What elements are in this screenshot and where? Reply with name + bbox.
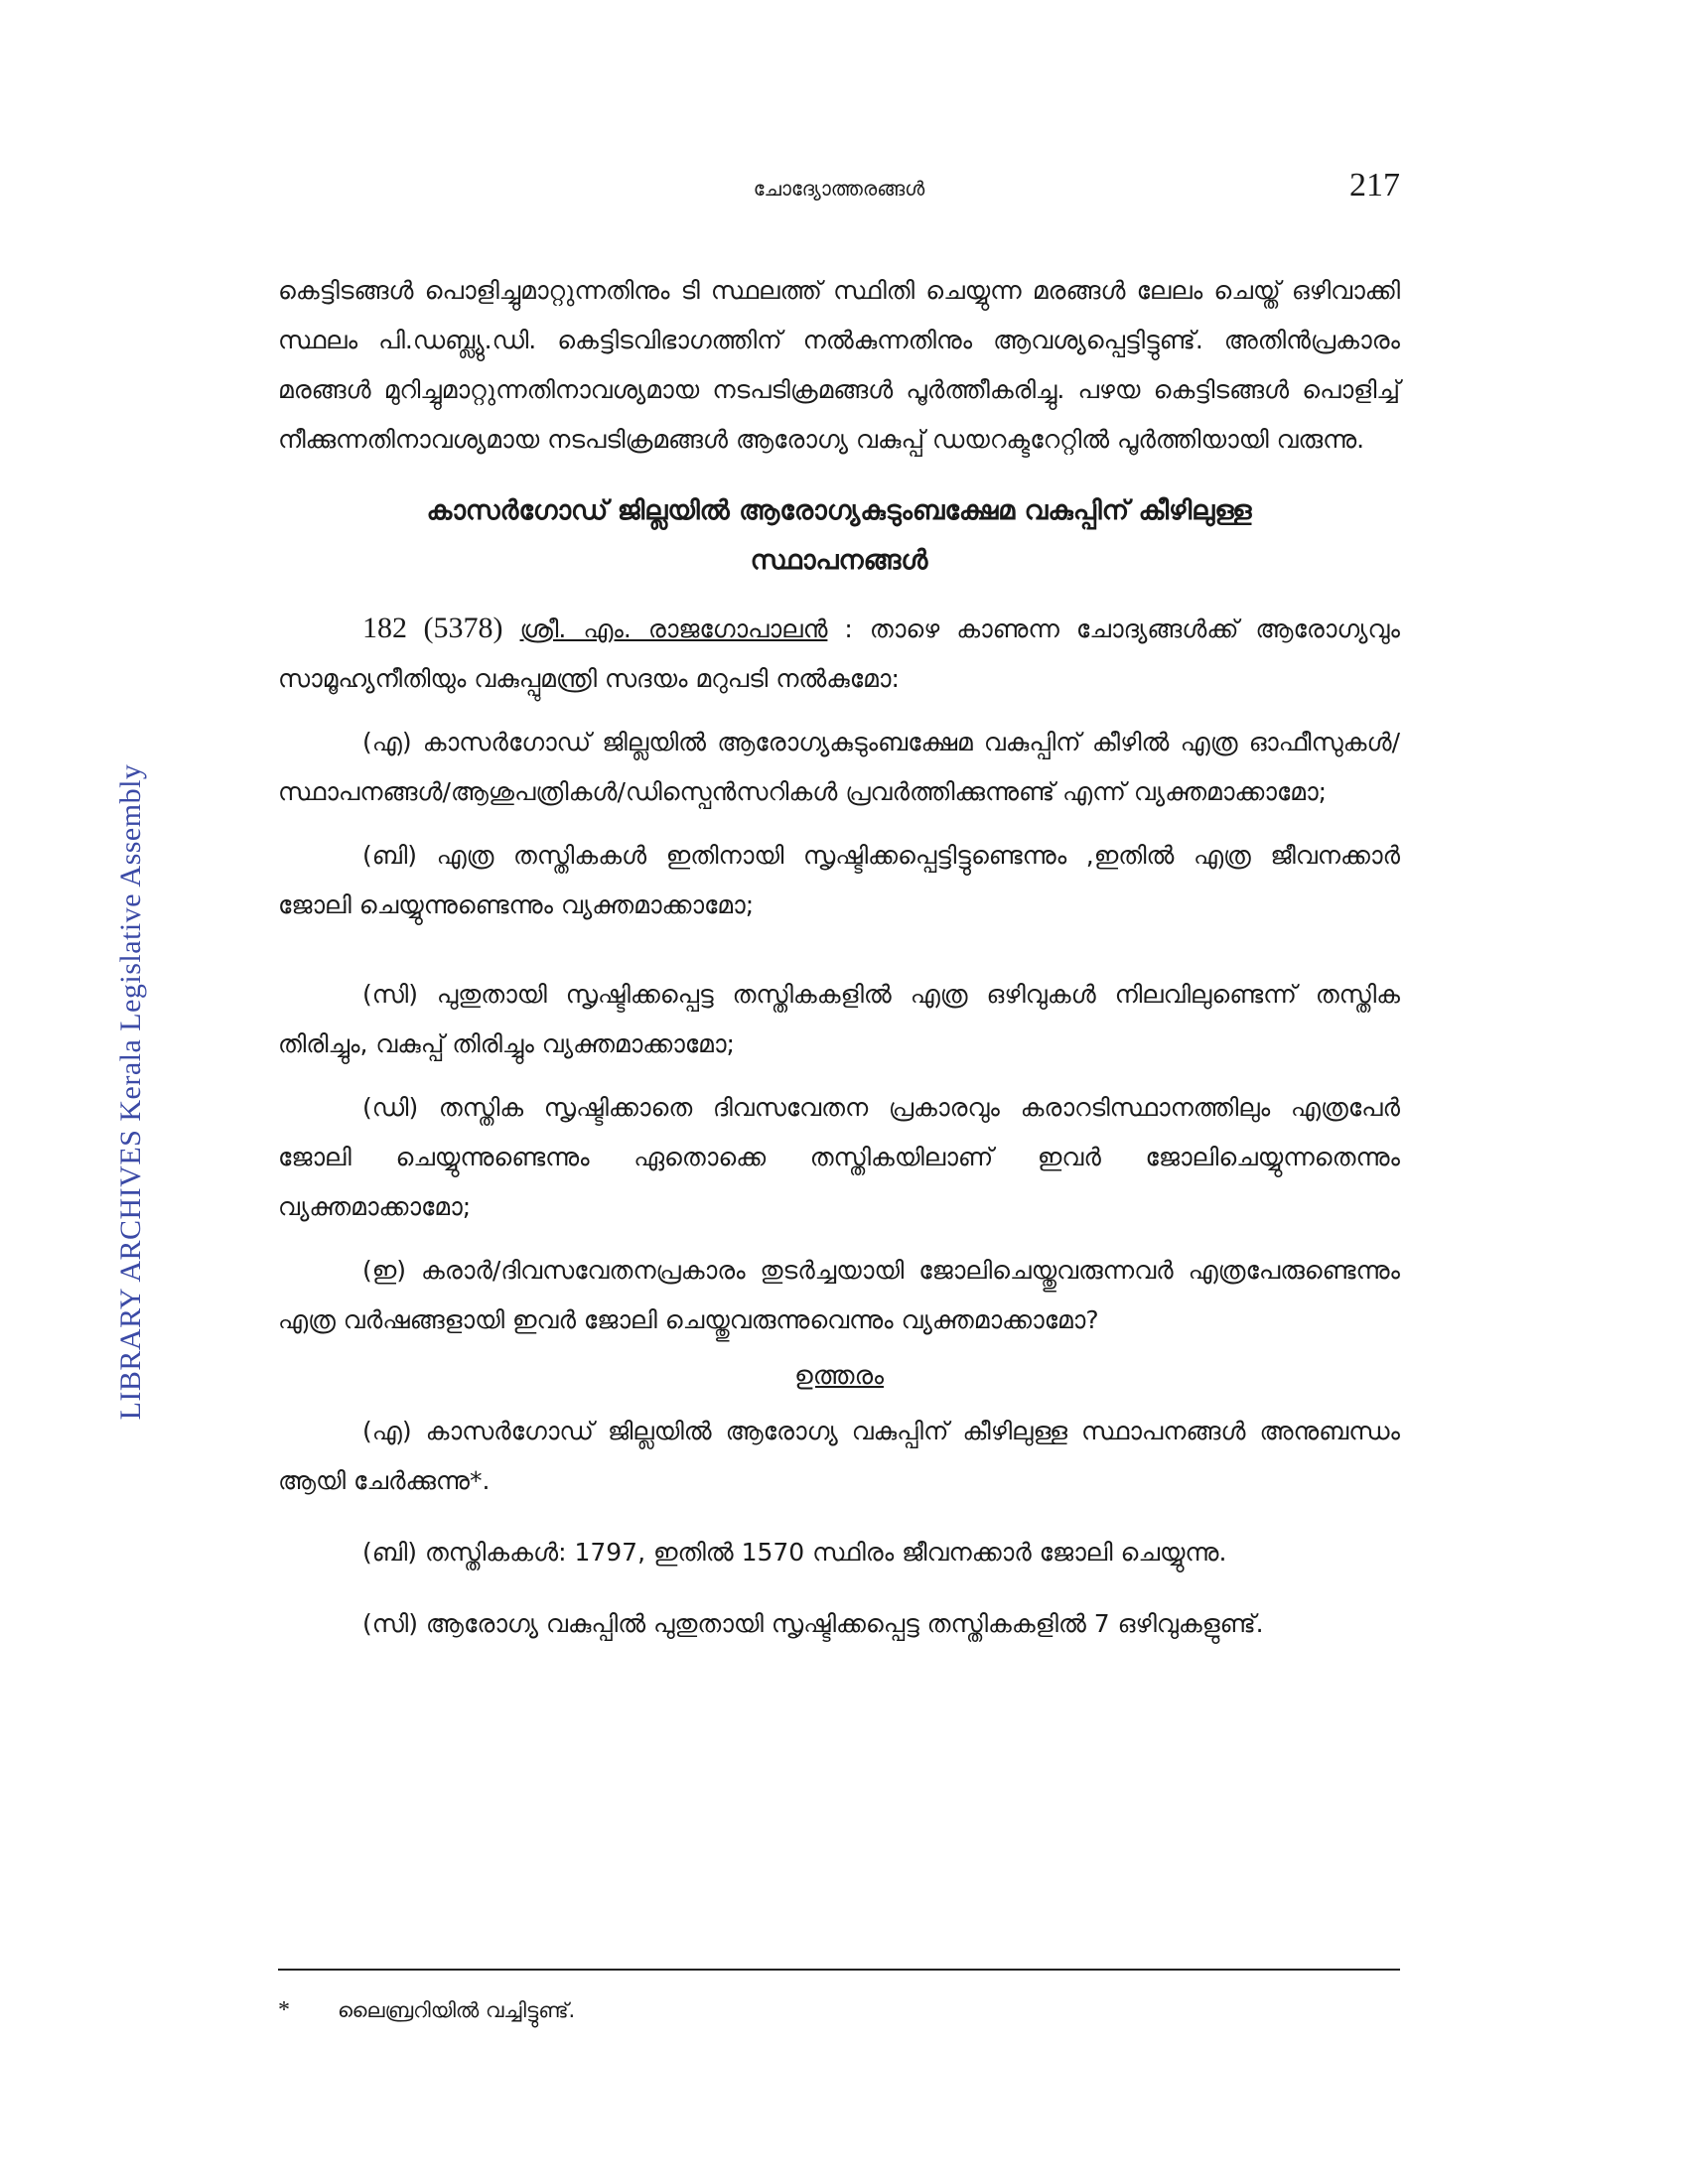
question-a: (എ) കാസർഗോഡ് ജില്ലയിൽ ആരോഗ്യകുടുംബക്ഷേമ വകുപ്പിന് കീഴിൽ എത്ര ഓഫീസുകൾ/സ്ഥാപനങ്ങൾ/ആശുപത്രികൾ/ഡിസ്പെൻസറികൾ പ്രവർത്തിക്കുന്നുണ്ട് എന്ന് വ്യക്തമാക്കാമോ; bbox=[278, 728, 1400, 806]
section-heading-line2: സ്ഥാപനങ്ങൾ bbox=[750, 545, 928, 576]
running-title: ചോദ്യോത്തരങ്ങൾ bbox=[753, 177, 925, 201]
footnote-mark: * bbox=[278, 1997, 290, 2023]
running-header bbox=[278, 167, 1400, 206]
member-name: ശ്രീ. എം. രാജഗോപാലൻ bbox=[519, 614, 828, 643]
footnote-text: ലൈബ്രറിയിൽ വച്ചിട്ടുണ്ട്. bbox=[338, 1998, 576, 2022]
intro-paragraph: കെട്ടിടങ്ങൾ പൊളിച്ചുമാറ്റുന്നതിനും ടി സ്ഥലത്ത് സ്ഥിതി ചെയ്യുന്ന മരങ്ങൾ ലേലം ചെയ്ത് ഒഴിവാക്കി സ്ഥലം പി.ഡബ്ല്യു.ഡി. കെട്ടിടവിഭാഗത്തിന് നൽകുന്നതിനും ആവശ്യപ്പെട്ടിട്ടുണ്ട്. അതിൻപ്രകാരം മരങ്ങൾ മുറിച്ചുമാറ്റുന്നതിനാവശ്യമായ നടപടിക്രമങ്ങൾ പൂർത്തീകരിച്ചു. പഴയ കെട്ടിടങ്ങൾ പൊളിച്ച് നീക്കുന്നതിനാവശ്യമായ നടപടിക്രമങ്ങൾ ആരോഗ്യ വകുപ്പ് ഡയറക്ടറേറ്റിൽ പൂർത്തിയായി വരുന്നു. bbox=[278, 276, 1400, 454]
footnote bbox=[278, 1997, 1400, 2024]
answer-a: (എ) കാസർഗോഡ് ജില്ലയിൽ ആരോഗ്യ വകുപ്പിന് കീഴിലുള്ള സ്ഥാപനങ്ങൾ അനുബന്ധം ആയി ചേർക്കുന്നു*. bbox=[278, 1417, 1400, 1495]
answer-c: (സി) ആരോഗ്യ വകുപ്പിൽ പുതുതായി സൃഷ്ടിക്കപ്പെട്ട തസ്തികകളിൽ 7 ഒഴിവുകളുണ്ട്. bbox=[362, 1609, 1264, 1638]
question-c: (സി) പുതുതായി സൃഷ്ടിക്കപ്പെട്ട തസ്തികകളിൽ എത്ര ഒഴിവുകൾ നിലവിലുണ്ടെന്ന് തസ്തിക തിരിച്ചും, വകുപ്പ് തിരിച്ചും വ്യക്തമാക്കാമോ; bbox=[278, 980, 1400, 1058]
question-b: (ബി) എത്ര തസ്തികകൾ ഇതിനായി സൃഷ്ടിക്കപ്പെട്ടിട്ടുണ്ടെന്നും ,ഇതിൽ എത്ര ജീവനക്കാർ ജോലി ചെയ്യുന്നുണ്ടെന്നും വ്യക്തമാക്കാമോ; bbox=[278, 841, 1400, 919]
footnote-divider bbox=[278, 1969, 1400, 1971]
section-heading bbox=[278, 486, 1400, 586]
question-e: (ഇ) കരാർ/ദിവസവേതനപ്രകാരം തുടർച്ചയായി ജോലിചെയ്തുവരുന്നവർ എത്രപേരുണ്ടെന്നും എത്ര വർഷങ്ങളായി ഇവർ ജോലി ചെയ്തുവരുന്നുവെന്നും വ്യക്തമാക്കാമോ? bbox=[278, 1256, 1400, 1334]
page-content bbox=[278, 266, 1400, 1649]
question-intro-text: : താഴെ കാണുന്ന ചോദ്യങ്ങൾക്ക് ആരോഗ്യവും സാമൂഹ്യനീതിയും വകുപ്പുമന്ത്രി സദയം മറുപടി നൽകുമോ: bbox=[278, 614, 1400, 693]
question-d: (ഡി) തസ്തിക സൃഷ്ടിക്കാതെ ദിവസവേതന പ്രകാരവും കരാറടിസ്ഥാനത്തിലും എത്രപേർ ജോലി ചെയ്യുന്നുണ്ടെന്നും ഏതൊക്കെ തസ്തികയിലാണ് ഇവർ ജോലിചെയ്യുന്നതെന്നും വ്യക്തമാക്കാമോ; bbox=[278, 1093, 1400, 1221]
question-number: 182 (5378) bbox=[362, 612, 503, 644]
question-intro-paragraph bbox=[278, 604, 1400, 704]
archive-watermark: LIBRARY ARCHIVES Kerala Legislative Assembly bbox=[114, 763, 147, 1421]
answer-heading: ഉത്തരം bbox=[794, 1361, 884, 1391]
section-heading-line1: കാസർഗോഡ് ജില്ലയിൽ ആരോഗ്യകുടുംബക്ഷേമ വകുപ്പിന് കീഴിലുള്ള bbox=[426, 495, 1252, 526]
page-number: 217 bbox=[1349, 167, 1400, 204]
answer-b: (ബി) തസ്തികകൾ: 1797, ഇതിൽ 1570 സ്ഥിരം ജീവനക്കാർ ജോലി ചെയ്യുന്നു. bbox=[362, 1538, 1227, 1567]
